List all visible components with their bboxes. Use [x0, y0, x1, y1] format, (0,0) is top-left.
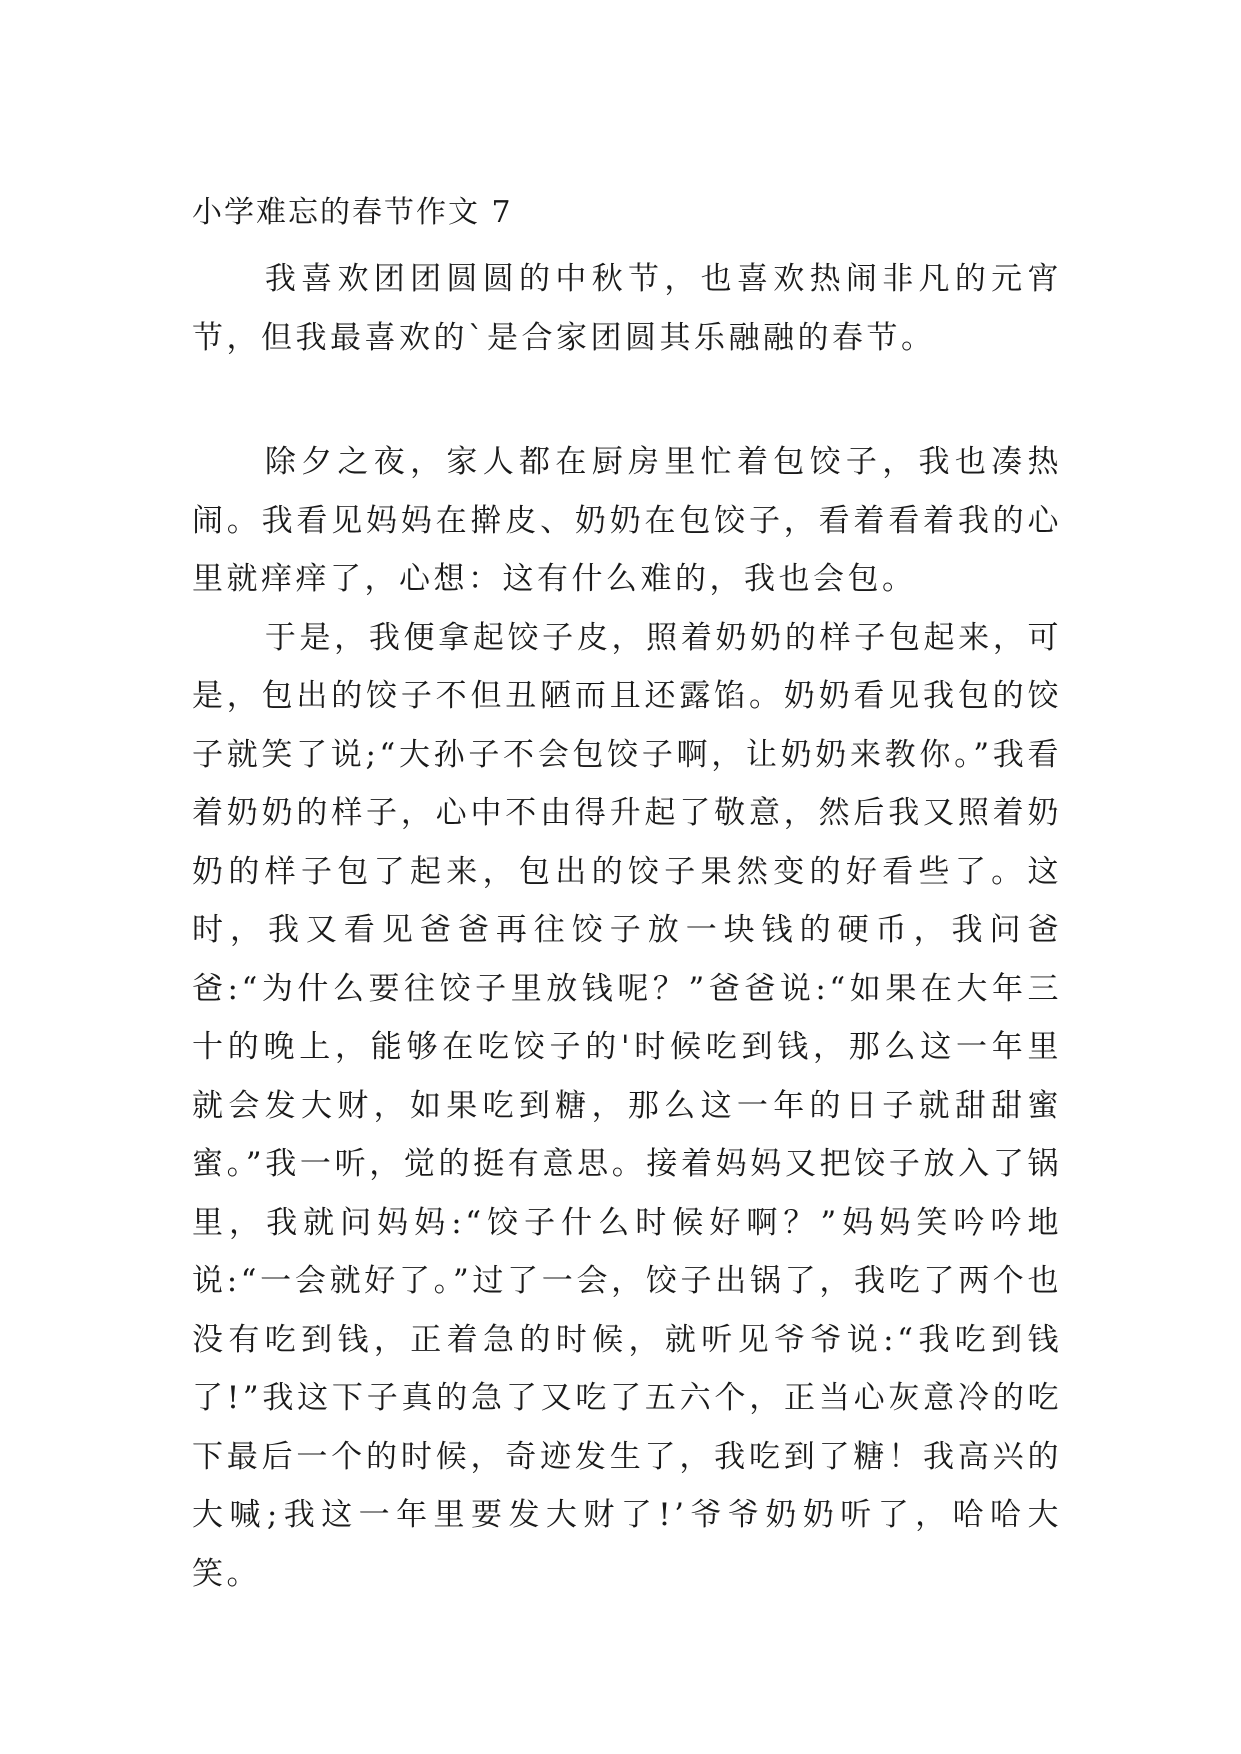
document-body: [192, 190, 1062, 1603]
paragraph-making-dumplings: 于是，我便拿起饺子皮，照着奶奶的样子包起来，可是，包出的饺子不但丑陋而且还露馅。奶奶看见我包的饺子就笑了说;“大孙子不会包饺子啊，让奶奶来教你。”我看着奶奶的样子，心中不由得升起了敬意，然后我又照着奶奶的样子包了起来，包出的饺子果然变的好看些了。这时，我又看见爸爸再往饺子放一块钱的硬币，我问爸爸:“为什么要往饺子里放钱呢？”爸爸说:“如果在大年三十的晚上，能够在吃饺子的'时候吃到钱，那么这一年里就会发大财，如果吃到糖，那么这一年的日子就甜甜蜜蜜。”我一听，觉的挺有意思。接着妈妈又把饺子放入了锅里，我就问妈妈:“饺子什么时候好啊？”妈妈笑吟吟地说:“一会就好了。”过了一会，饺子出锅了，我吃了两个也没有吃到钱，正着急的时候，就听见爷爷说:“我吃到钱了!”我这下子真的急了又吃了五六个，正当心灰意冷的吃下最后一个的时候，奇迹发生了，我吃到了糖！我高兴的大喊;我这一年里要发大财了!’爷爷奶奶听了，哈哈大笑。: [192, 619, 1062, 1592]
paragraph-new-year-eve: 除夕之夜，家人都在厨房里忙着包饺子，我也凑热闹。我看见妈妈在擀皮、奶奶在包饺子，看着看着我的心里就痒痒了，心想：这有什么难的，我也会包。: [192, 444, 1062, 597]
paragraph-intro: 我喜欢团团圆圆的中秋节，也喜欢热闹非凡的元宵节，但我最喜欢的`是合家团圆其乐融融的春节。: [192, 261, 1062, 356]
essay-title: 小学难忘的春节作文 7: [192, 195, 513, 230]
